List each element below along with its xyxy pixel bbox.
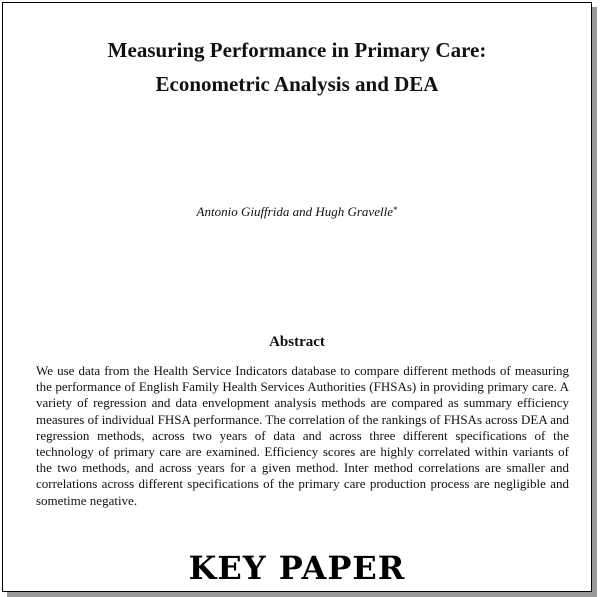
author-names: Antonio Giuffrida and Hugh Gravelle <box>196 204 393 219</box>
paper-authors <box>3 203 591 221</box>
abstract-heading: Abstract <box>269 334 325 350</box>
key-paper-banner: KEY PAPER <box>188 549 406 587</box>
paper-title <box>3 33 591 101</box>
abstract-text: We use data from the Health Service Indicators database to compare different methods of measuring the performance of English Family Health Services Authorities (FHSAs) in providing primary care. A variety of regression and data envelopment analysis methods are compared as summary efficiency measures of individual FHSA performance. The correlation of the rankings of FHSAs across DEA and regression methods, across two years of data and across three different specifications of the technology of primary care are examined. Efficiency scores are highly correlated within variants of the two methods, and across years for a given method. Inter method correlations are smaller and correlations across different specifications of the primary care production process are negligible and sometime negative. <box>36 363 570 508</box>
paper-title-line-1: Measuring Performance in Primary Care: <box>107 38 487 62</box>
paper-title-line-2: Econometric Analysis and DEA <box>155 72 439 96</box>
paper-page <box>2 2 592 592</box>
author-footnote-mark: * <box>392 205 398 215</box>
